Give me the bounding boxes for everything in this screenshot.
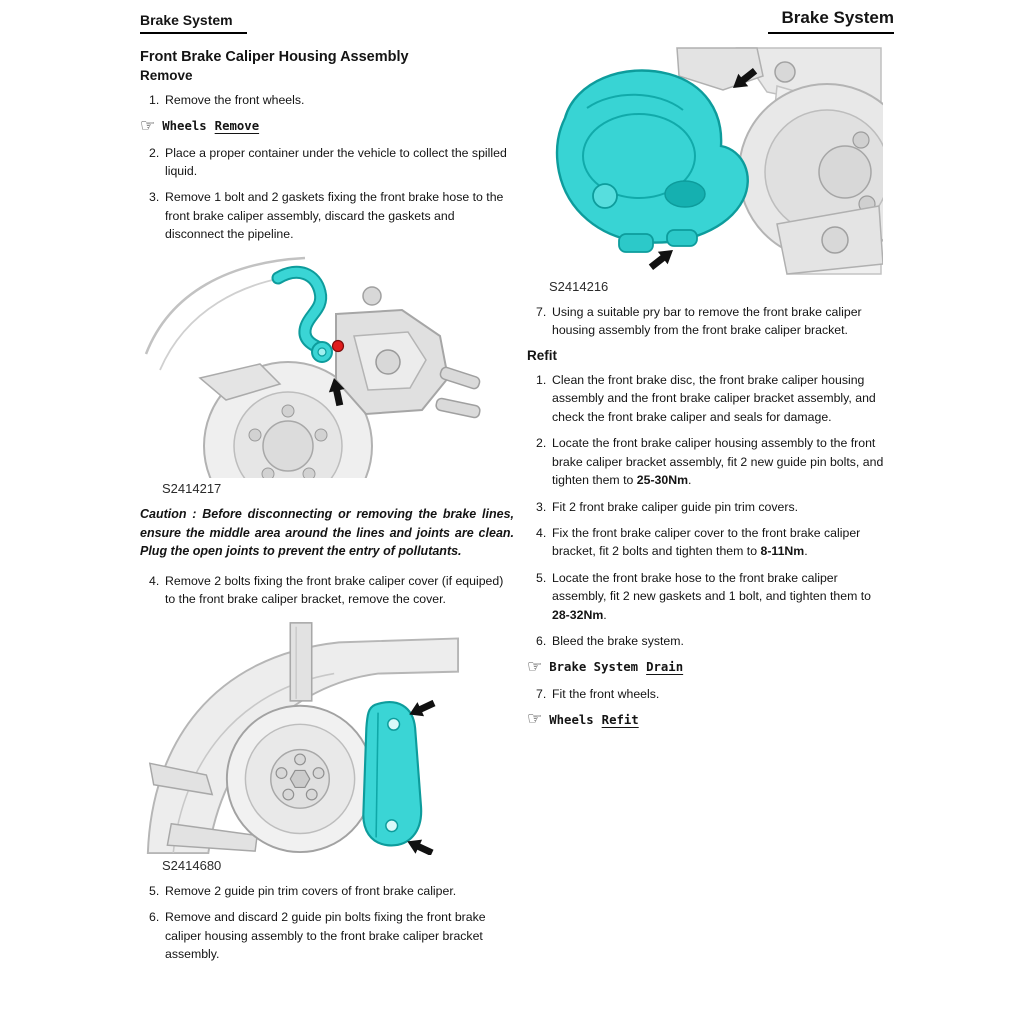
xref-prefix: Wheels — [549, 712, 594, 727]
step-number: 3. — [149, 190, 160, 205]
step-text: Remove and discard 2 guide pin bolts fixing the front brake caliper housing assembly to the front brake caliper bracket assembly. — [165, 910, 486, 962]
step-remove-1 — [140, 91, 516, 109]
step-number: 1. — [149, 93, 160, 108]
step-text-after: . — [688, 473, 692, 488]
step-refit-1 — [527, 371, 890, 426]
figure-illustration-brake-hose — [140, 252, 492, 478]
step-remove-4 — [140, 572, 516, 609]
xref-prefix: Brake System — [549, 660, 639, 675]
step-remove-5 — [140, 882, 516, 900]
step-number: 1. — [536, 372, 547, 387]
xref-brake-system-drain[interactable] — [527, 656, 890, 677]
step-text: Place a proper container under the vehicle to collect the spilled liquid. — [165, 145, 507, 178]
torque-value: 25-30Nm — [636, 473, 689, 488]
figure-s2414216 — [527, 46, 890, 294]
step-refit-2 — [527, 434, 890, 489]
step-number: 6. — [149, 910, 160, 925]
step-remove-3 — [140, 188, 516, 243]
step-number: 7. — [536, 305, 547, 319]
step-text: Fit 2 front brake caliper guide pin trim covers. — [552, 499, 799, 514]
red-marker — [333, 340, 344, 351]
step-text: Fit the front wheels. — [552, 686, 660, 701]
refit-heading: Refit — [527, 347, 557, 363]
step-number: 2. — [149, 145, 160, 160]
figure-illustration-caliper-cover — [140, 617, 462, 855]
step-number: 5. — [149, 883, 160, 898]
step-number: 5. — [536, 570, 547, 585]
step-remove-2 — [140, 144, 516, 181]
step-text — [552, 569, 890, 624]
pointing-hand-icon: ☞ — [140, 115, 156, 136]
xref-wheels-refit[interactable] — [527, 711, 890, 728]
header-title-right: Brake System — [768, 8, 894, 34]
left-column — [140, 46, 516, 972]
step-remove-6 — [140, 908, 516, 963]
step-refit-6 — [527, 632, 890, 650]
step-text — [552, 524, 890, 561]
caution-note: Caution : Before disconnecting or removing the brake lines, ensure the middle area around the lines and joints are clean. Plug the open joints to prevent the entry of pollutants. — [140, 506, 514, 559]
hub-nut — [290, 770, 310, 787]
figure-label: S2414680 — [162, 857, 222, 873]
step-text: Clean the front brake disc, the front brake caliper housing assembly and the front brake caliper bracket assembly, and check the front brake caliper and seals for damage. — [552, 372, 876, 424]
step-number: 3. — [536, 499, 547, 514]
step-remove-7 — [527, 303, 890, 340]
torque-value: 8-11Nm — [760, 544, 805, 559]
step-text-before: Locate the front brake caliper housing assembly to the front brake caliper bracket assembly, fit 2 new guide pin bolts, and tighten them to — [552, 436, 884, 488]
figure-illustration-caliper-housing — [527, 46, 883, 276]
remove-heading: Remove — [140, 68, 193, 84]
step-text — [552, 434, 890, 489]
step-refit-5 — [527, 569, 890, 624]
figure-label: S2414216 — [549, 279, 609, 294]
torque-value: 28-32Nm — [552, 607, 604, 622]
pointing-hand-icon: ☞ — [527, 656, 543, 677]
step-text: Using a suitable pry bar to remove the front brake caliper housing assembly from the front brake caliper bracket. — [552, 305, 862, 338]
strut — [290, 623, 311, 701]
xref-link[interactable]: Refit — [601, 712, 639, 727]
step-text: Remove 1 bolt and 2 gaskets fixing the front brake hose to the front brake caliper assembly, discard the gaskets and disconnect the pipeline. — [165, 190, 504, 242]
xref-link[interactable]: Remove — [214, 119, 260, 134]
step-text-before: Locate the front brake hose to the front brake caliper assembly, fit 2 new gaskets and 1 bolt, and tighten them to — [552, 570, 871, 604]
step-text: Bleed the brake system. — [552, 634, 684, 649]
xref-wheels-remove[interactable] — [140, 115, 516, 136]
step-text: Remove 2 bolts fixing the front brake caliper cover (if equiped) to the front brake caliper bracket, remove the cover. — [165, 574, 504, 607]
figure-s2414680 — [140, 617, 516, 873]
step-text-after: . — [603, 607, 607, 622]
step-number: 4. — [149, 574, 160, 588]
figure-label: S2414217 — [162, 480, 222, 496]
two-column-layout — [140, 46, 894, 972]
step-refit-3 — [527, 498, 890, 516]
figure-s2414217 — [140, 252, 516, 496]
step-number: 7. — [536, 686, 547, 701]
right-column — [527, 46, 890, 972]
step-text: Remove the front wheels. — [165, 93, 305, 108]
step-text-after: . — [804, 544, 808, 559]
step-refit-7 — [527, 685, 890, 703]
pointing-hand-icon: ☞ — [527, 709, 543, 729]
page-header — [140, 8, 894, 34]
xref-link[interactable]: Drain — [646, 660, 684, 675]
header-title-left: Brake System — [140, 12, 247, 34]
xref-prefix: Wheels — [162, 119, 207, 134]
step-number: 2. — [536, 436, 547, 451]
step-number: 6. — [536, 634, 547, 649]
step-number: 4. — [536, 525, 547, 540]
step-text-before: Fix the front brake caliper cover to the front brake caliper bracket, fit 2 bolts and tighten them to — [552, 525, 861, 559]
step-text: Remove 2 guide pin trim covers of front brake caliper. — [165, 883, 457, 898]
step-refit-4 — [527, 524, 890, 561]
section-title: Front Brake Caliper Housing Assembly — [140, 49, 409, 65]
